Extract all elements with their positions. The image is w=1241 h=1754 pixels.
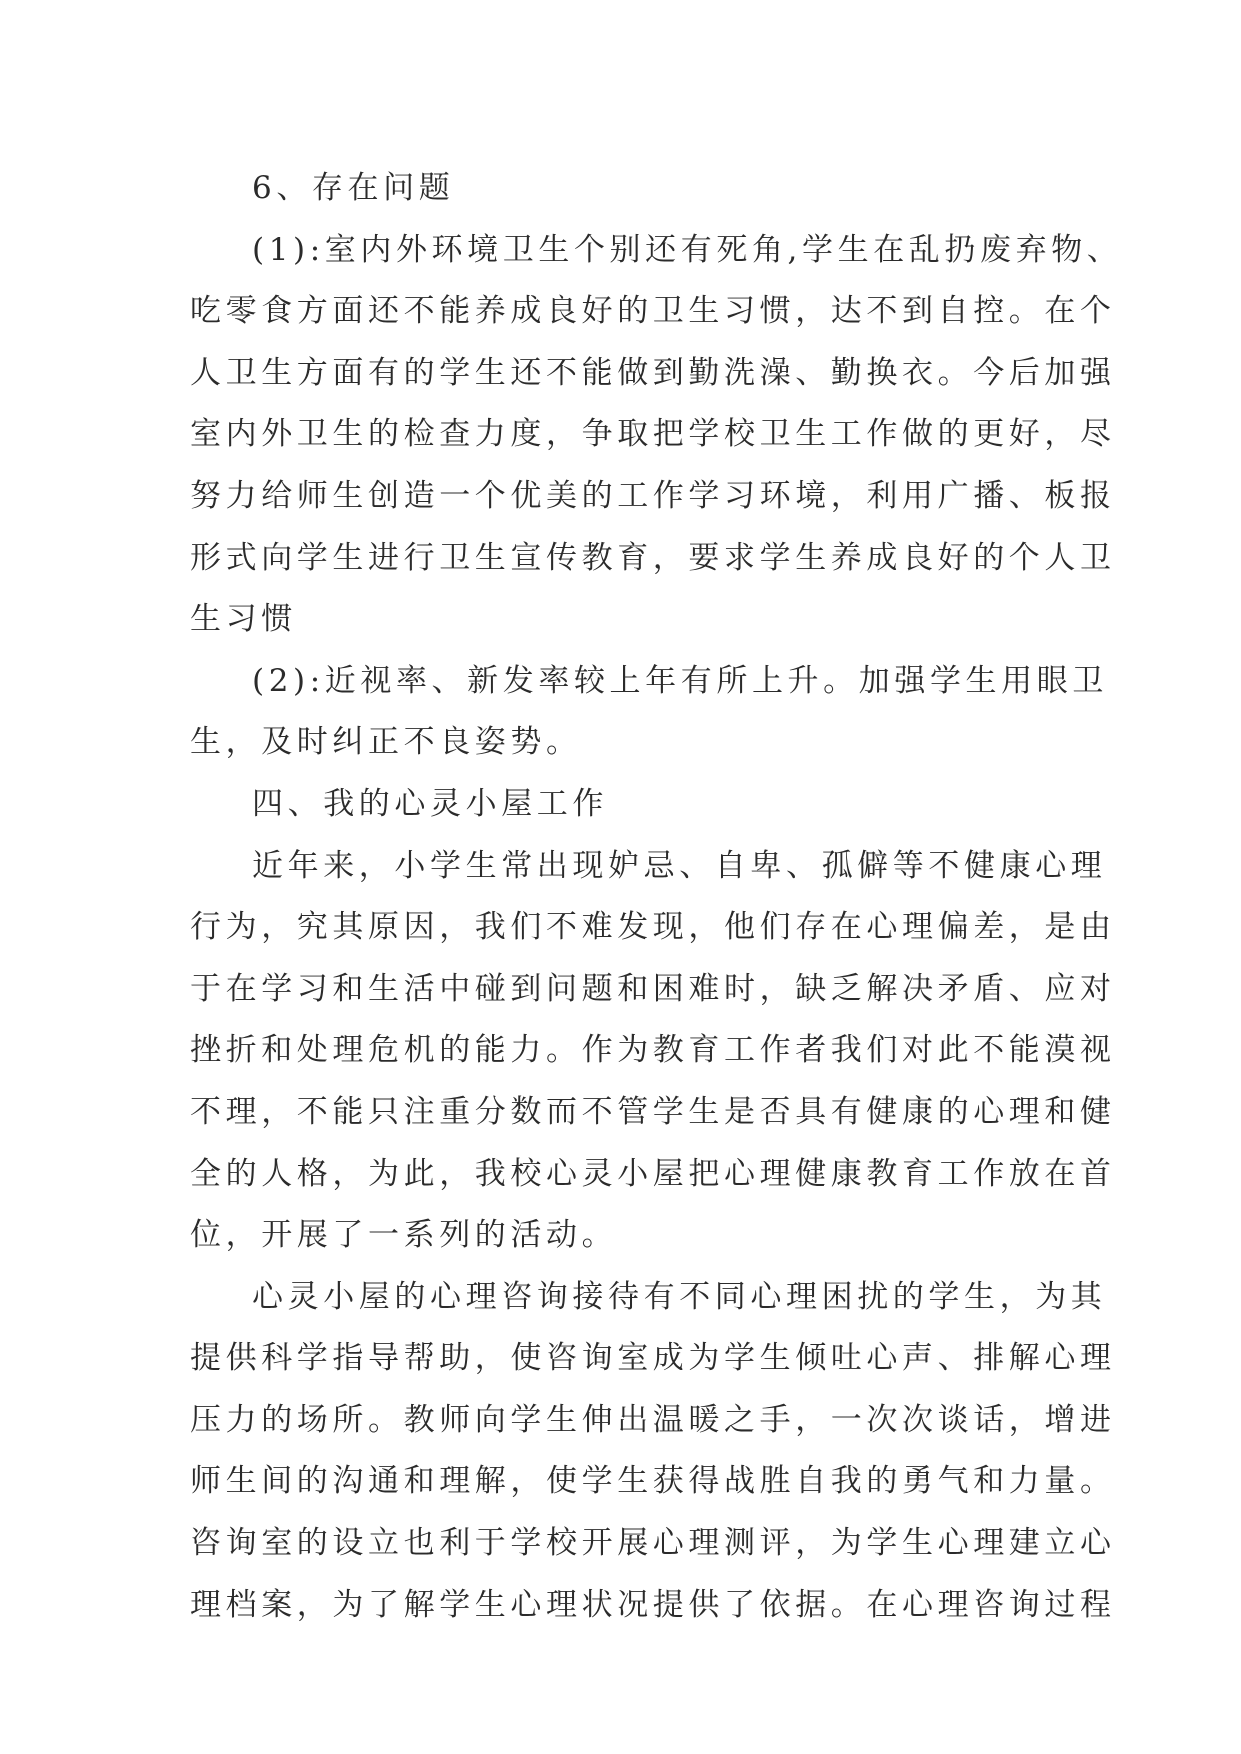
text-line: 咨询室的设立也利于学校开展心理测评，为学生心理建立心 [190,1525,1116,1562]
text-line: 挫折和处理危机的能力。作为教育工作者我们对此不能漠视 [190,1032,1116,1069]
text-line: 形式向学生进行卫生宣传教育，要求学生养成良好的个人卫 [190,539,1116,576]
text-line: 心灵小屋的心理咨询接待有不同心理困扰的学生，为其 [252,1278,1107,1315]
text-line: 师生间的沟通和理解，使学生获得战胜自我的勇气和力量。 [190,1463,1116,1500]
text-line: 行为，究其原因，我们不难发现，他们存在心理偏差，是由 [190,909,1116,946]
text-line: 生习惯 [190,601,297,638]
text-line: 吃零食方面还不能养成良好的卫生习惯，达不到自控。在个 [190,293,1116,330]
text-line: 理档案，为了解学生心理状况提供了依据。在心理咨询过程 [190,1586,1116,1623]
text-line: 提供科学指导帮助，使咨询室成为学生倾吐心声、排解心理 [190,1340,1116,1377]
text-line: 位，开展了一系列的活动。 [190,1217,618,1254]
text-line: (2):近视率、新发率较上年有所上升。加强学生用眼卫 [252,662,1108,699]
text-line: 不理，不能只注重分数而不管学生是否具有健康的心理和健 [190,1093,1116,1130]
text-line: (1):室内外环境卫生个别还有死角,学生在乱扔废弃物、 [252,231,1123,268]
document-body [190,158,1123,1636]
text-line: 努力给师生创造一个优美的工作学习环境，利用广播、板报 [190,477,1116,514]
section-heading-heart-room: 四、我的心灵小屋工作 [252,785,608,822]
text-line: 于在学习和生活中碰到问题和困难时，缺乏解决矛盾、应对 [190,970,1116,1007]
text-line: 近年来，小学生常出现妒忌、自卑、孤僻等不健康心理 [252,847,1107,884]
text-line: 室内外卫生的检查力度，争取把学校卫生工作做的更好，尽 [190,416,1116,453]
text-line: 压力的场所。教师向学生伸出温暖之手，一次次谈话，增进 [190,1401,1116,1438]
text-line: 全的人格，为此，我校心灵小屋把心理健康教育工作放在首 [190,1155,1116,1192]
text-line: 生，及时纠正不良姿势。 [190,724,582,761]
section-heading-problems: 6、存在问题 [252,170,455,206]
text-line: 人卫生方面有的学生还不能做到勤洗澡、勤换衣。今后加强 [190,354,1116,391]
